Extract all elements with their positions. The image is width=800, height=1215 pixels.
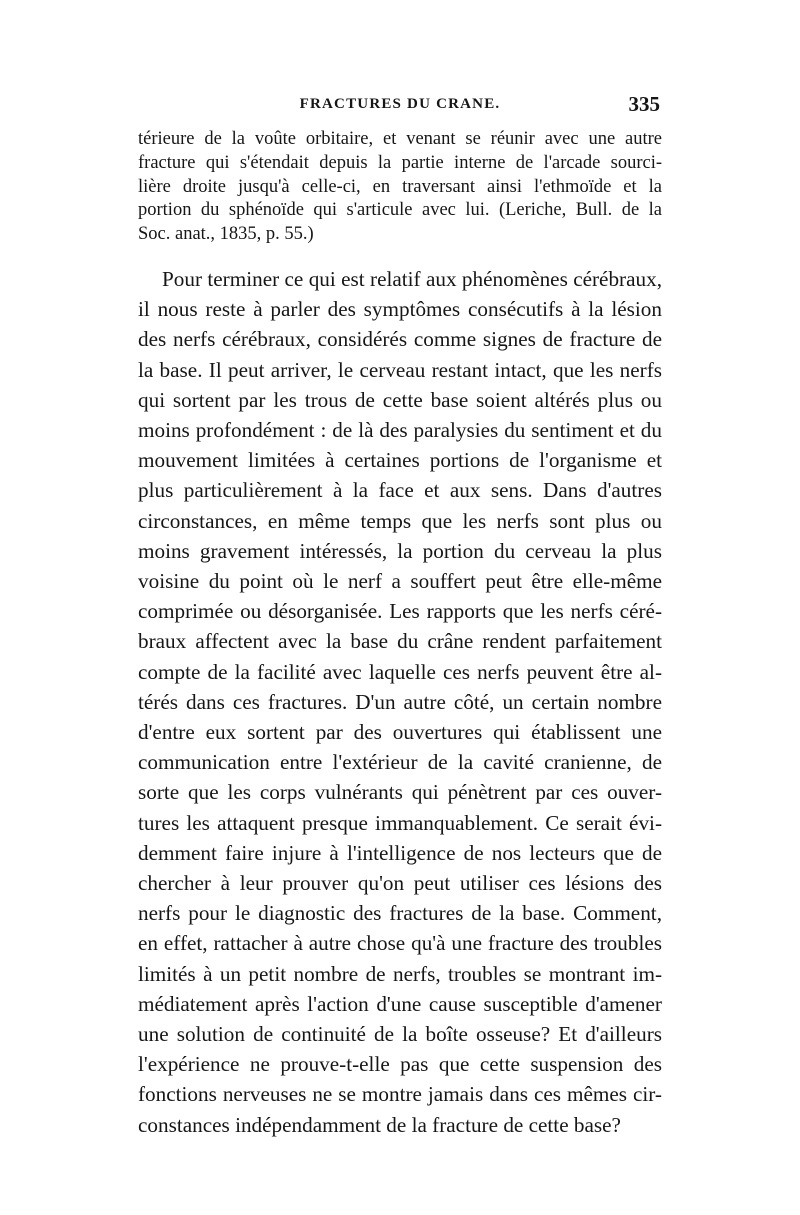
note-line: térieure de la voûte orbitaire, et venant se réunir avec une autre bbox=[138, 129, 662, 149]
body-line: l'expérience ne prouve-t-elle pas que cette suspension des bbox=[138, 1052, 662, 1077]
body-line: sorte que les corps vulnérants qui pénètrent par ces ouver- bbox=[138, 780, 662, 805]
body-line: térés dans ces fractures. D'un autre côté, un certain nombre bbox=[138, 689, 662, 714]
body-line: qui sortent par les trous de cette base soient altérés plus ou bbox=[138, 387, 662, 412]
footnote-block bbox=[138, 128, 662, 247]
body-line: il nous reste à parler des symptômes consécutifs à la lésion bbox=[138, 297, 662, 322]
body-line: une solution de continuité de la boîte osseuse? Et d'ailleurs bbox=[138, 1022, 662, 1047]
body-line: communication entre l'extérieur de la cavité cranienne, de bbox=[138, 750, 662, 775]
body-line: la base. Il peut arriver, le cerveau restant intact, que les nerfs bbox=[138, 357, 662, 382]
note-line: lière droite jusqu'à celle-ci, en traversant ainsi l'ethmoïde et la bbox=[138, 176, 662, 197]
body-line: comprimée ou désorganisée. Les rapports que les nerfs céré- bbox=[138, 599, 662, 624]
body-line: circonstances, en même temps que les nerfs sont plus ou bbox=[138, 508, 662, 533]
body-line: braux affectent avec la base du crâne rendent parfaitement bbox=[138, 629, 662, 654]
body-line: médiatement après l'action d'une cause susceptible d'amener bbox=[138, 991, 662, 1016]
main-paragraph bbox=[138, 264, 662, 1140]
note-line: portion du sphénoïde qui s'articule avec lui. (Leriche, Bull. de la bbox=[138, 200, 662, 221]
page-header bbox=[138, 92, 662, 120]
body-line: tures les attaquent presque immanquablement. Ce serait évi- bbox=[138, 810, 662, 835]
body-line: des nerfs cérébraux, considérés comme signes de fracture de bbox=[138, 327, 662, 352]
body-line: constances indépendamment de la fracture de cette base? bbox=[138, 1112, 621, 1137]
body-line: demment faire injure à l'intelligence de nos lecteurs que de bbox=[138, 840, 662, 865]
note-line: Soc. anat., 1835, p. 55.) bbox=[138, 224, 314, 245]
body-line: chercher à leur prouver qu'on peut utiliser ces lésions des bbox=[138, 871, 662, 896]
body-line: moins profondément : de là des paralysies du sentiment et du bbox=[138, 418, 662, 443]
body-line: en effet, rattacher à autre chose qu'à une fracture des troubles bbox=[138, 931, 662, 956]
body-line: fonctions nerveuses ne se montre jamais dans ces mêmes cir- bbox=[138, 1082, 662, 1107]
note-line: fracture qui s'étendait depuis la partie interne de l'arcade sourci- bbox=[138, 152, 662, 173]
page-number: 335 bbox=[628, 92, 660, 116]
body-line: nerfs pour le diagnostic des fractures de la base. Comment, bbox=[138, 901, 662, 926]
running-title: FRACTURES DU CRANE. bbox=[299, 96, 501, 112]
body-line: d'entre eux sortent par des ouvertures qui établissent une bbox=[138, 720, 662, 745]
body-line: mouvement limitées à certaines portions de l'organisme et bbox=[138, 448, 662, 473]
body-line: Pour terminer ce qui est relatif aux phénomènes cérébraux, bbox=[162, 267, 662, 291]
body-line: compte de la facilité avec laquelle ces nerfs peuvent être al- bbox=[138, 659, 662, 684]
body-line: plus particulièrement à la face et aux sens. Dans d'autres bbox=[138, 478, 662, 503]
body-line: voisine du point où le nerf a souffert peut être elle-même bbox=[138, 569, 662, 594]
body-line: limités à un petit nombre de nerfs, troubles se montrant im- bbox=[138, 961, 662, 986]
body-line: moins gravement intéressés, la portion du cerveau la plus bbox=[138, 538, 662, 563]
